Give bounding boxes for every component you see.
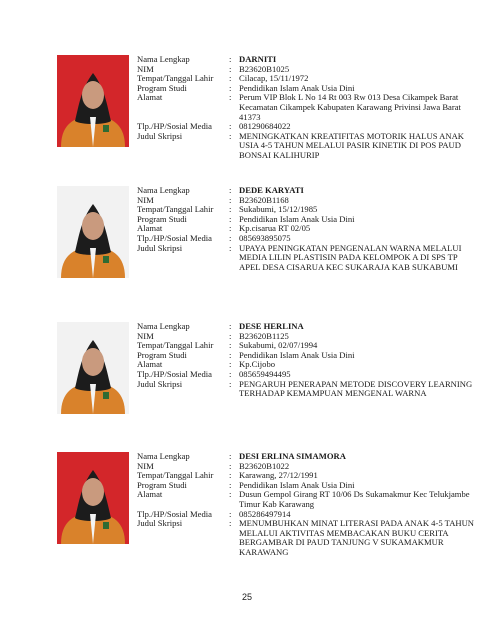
- student-phone: 085693895075: [239, 232, 291, 243]
- student-thesis-title: MENUMBUHKAN MINAT LITERASI PADA ANAK 4-5 TAHUN MELALUI AKTIVITAS MEMBACAKAN BUKU CERITA BERGAMBAR DI PAUD TANJUNG V SUKAMAKMUR KARAWANG: [239, 518, 475, 557]
- student-phone: 081290684022: [239, 121, 291, 132]
- student-nim: B23620B1168: [239, 194, 289, 205]
- student-birth: Sukabumi, 02/07/1994: [239, 340, 318, 351]
- student-address: Perum VIP Blok L No 14 Rt 003 Rw 013 Desa Cikampek Barat Kecamatan Cikampek Kabupaten Karawang Privinsi Jawa Barat 41373: [239, 92, 461, 122]
- student-thesis-title: PENGARUH PENERAPAN METODE DISCOVERY LEARNING TERHADAP KEMAMPUAN MENGENAL WARNA: [239, 378, 473, 399]
- student-nim: B23620B1025: [239, 63, 290, 74]
- student-program: Pendidikan Islam Anak Usia Dini: [239, 479, 355, 490]
- student-birth: Sukabumi, 15/12/1985: [239, 204, 318, 215]
- page-number: 25: [241, 592, 252, 602]
- student-program: Pendidikan Islam Anak Usia Dini: [239, 349, 355, 360]
- student-details: Nama Lengkap : DEDE KARYATI NIM : B23620B1168 Tempat/Tanggal Lahir : Sukabumi, 15/12/1985 Program Studi : Pendidikan Islam Anak Usia Dini Alamat : Kp.cisarua RT 02/05 Tlp./HP/Sosial Media : 085693895075 Judul Skripsi : UPAYA PENINGKATAN PENGENALAN WARNA MELALUI MEDIA LILIN PLASTISIN PADA KELOMPOK A DI SPS TP APEL DESA CISARUA KEC SUKARAJA KAB SUKABUMI: [137, 186, 477, 272]
- student-address: Kp.Cijobo: [239, 359, 276, 370]
- student-details: Nama Lengkap : DARNITI NIM : B23620B1025 Tempat/Tanggal Lahir : Cilacap, 15/11/1972 Program Studi : Pendidikan Islam Anak Usia Dini Alamat : Perum VIP Blok L No 14 Rt 003 Rw 013 Desa Cikampek Barat Kecamatan Cikampek Kabupaten Karawang Privinsi Jawa Barat 41373 Tlp./HP/Sosial Media : 081290684022 Judul Skripsi : MENINGKATKAN KREATIFITAS MOTORIK HALUS ANAK USIA 4-5 TAHUN MELALUI PASIR KINETIK DI POS PAUD BONSAI KALIHURIP: [137, 55, 477, 161]
- student-nim: B23620B1125: [239, 330, 289, 341]
- student-portrait-icon: [57, 55, 129, 147]
- student-name: DESI ERLINA SIMAMORA: [239, 451, 346, 461]
- student-thesis-title: UPAYA PENINGKATAN PENGENALAN WARNA MELALUI MEDIA LILIN PLASTISIN PADA KELOMPOK A DI SPS TP APEL DESA CISARUA KEC SUKARAJA KAB SUKABUMI: [239, 242, 462, 272]
- student-nim: B23620B1022: [239, 460, 290, 471]
- student-photo: [57, 452, 129, 544]
- student-birth: Cilacap, 15/11/1972: [239, 73, 309, 84]
- label-nama: Nama Lengkap: [137, 54, 190, 64]
- student-photo: [57, 55, 129, 147]
- student-photo: [57, 322, 129, 414]
- student-phone: 085659494495: [239, 368, 291, 379]
- student-birth: Karawang, 27/12/1991: [239, 470, 318, 481]
- student-portrait-icon: [57, 452, 129, 544]
- student-details: Nama Lengkap : DESI ERLINA SIMAMORA NIM : B23620B1022 Tempat/Tanggal Lahir : Karawang, 27/12/1991 Program Studi : Pendidikan Islam Anak Usia Dini Alamat : Dusun Gempol Girang RT 10/06 Ds Sukamakmur Kec Telukjambe Timur Kab Karawang Tlp./HP/Sosial Media : 085286497914 Judul Skripsi : MENUMBUHKAN MINAT LITERASI PADA ANAK 4-5 TAHUN MELALUI AKTIVITAS MEMBACAKAN BUKU CERITA BERGAMBAR DI PAUD TANJUNG V SUKAMAKMUR KARAWANG: [137, 452, 477, 558]
- student-thesis-title: MENINGKATKAN KREATIFITAS MOTORIK HALUS ANAK USIA 4-5 TAHUN MELALUI PASIR KINETIK DI POS PAUD BONSAI KALIHURIP: [239, 130, 464, 160]
- student-portrait-icon: [57, 186, 129, 278]
- student-program: Pendidikan Islam Anak Usia Dini: [239, 213, 355, 224]
- student-photo: [57, 186, 129, 278]
- student-name: DEDE KARYATI: [239, 185, 304, 195]
- student-phone: 085286497914: [239, 508, 291, 519]
- student-program: Pendidikan Islam Anak Usia Dini: [239, 82, 355, 93]
- student-name: DARNITI: [239, 54, 277, 64]
- student-portrait-icon: [57, 322, 129, 414]
- student-details: Nama Lengkap : DESE HERLINA NIM : B23620B1125 Tempat/Tanggal Lahir : Sukabumi, 02/07/1994 Program Studi : Pendidikan Islam Anak Usia Dini Alamat : Kp.Cijobo Tlp./HP/Sosial Media : 085659494495 Judul Skripsi : PENGARUH PENERAPAN METODE DISCOVERY LEARNING TERHADAP KEMAMPUAN MENGENAL WARNA: [137, 322, 477, 399]
- student-address: Kp.cisarua RT 02/05: [239, 223, 311, 234]
- student-address: Dusun Gempol Girang RT 10/06 Ds Sukamakmur Kec Telukjambe Timur Kab Karawang: [239, 489, 470, 509]
- student-name: DESE HERLINA: [239, 321, 304, 331]
